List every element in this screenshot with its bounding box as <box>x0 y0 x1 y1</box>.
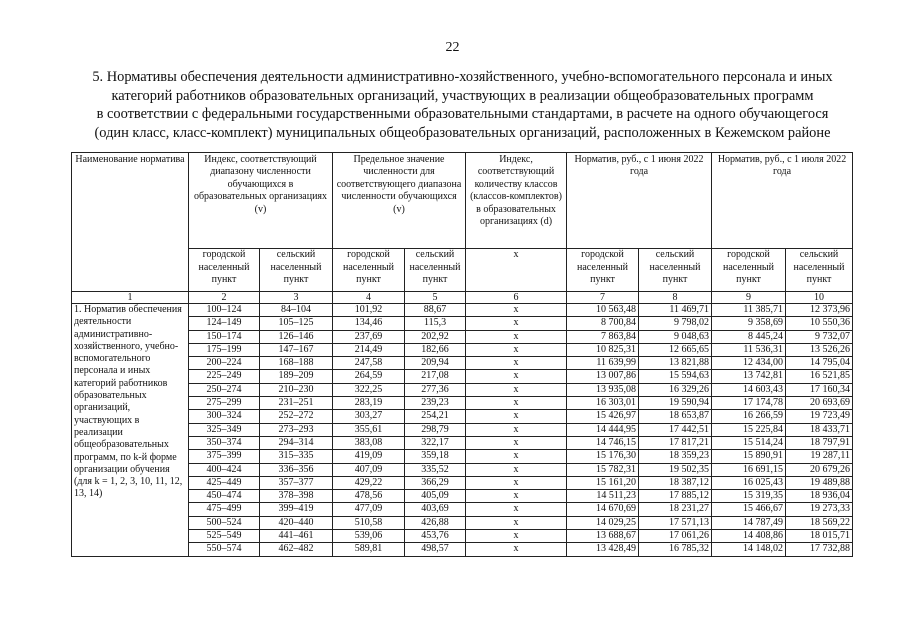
table-row <box>72 410 853 423</box>
table-cell: 175–199 <box>189 343 260 356</box>
table-cell: 11 639,99 <box>567 357 639 370</box>
table-cell: 403,69 <box>405 503 466 516</box>
heading-line: 5. Нормативы обеспечения деятельности административно-хозяйственного, учебно-вспомогательного персонала и иных <box>92 69 833 85</box>
page-number: 22 <box>445 40 460 55</box>
table-cell: 539,06 <box>333 530 405 543</box>
table-row <box>72 317 853 330</box>
table-cell: 17 817,21 <box>639 436 712 449</box>
table-cell: x <box>466 343 567 356</box>
table-cell: 399–419 <box>260 503 333 516</box>
table-row <box>72 370 853 383</box>
subheader-rural: сельский населенный пункт <box>639 249 712 292</box>
table-cell: 14 148,02 <box>712 543 786 556</box>
column-number: 10 <box>786 292 853 304</box>
table-cell: 405,09 <box>405 490 466 503</box>
table-cell: 231–251 <box>260 397 333 410</box>
table-cell: 17 571,13 <box>639 516 712 529</box>
table-cell: 214,49 <box>333 343 405 356</box>
table-cell: 19 723,49 <box>786 410 853 423</box>
table-row <box>72 530 853 543</box>
table-cell: 355,61 <box>333 423 405 436</box>
table-cell: 17 174,78 <box>712 397 786 410</box>
table-cell: 11 469,71 <box>639 304 712 317</box>
table-cell: 147–167 <box>260 343 333 356</box>
table-cell: x <box>466 370 567 383</box>
table-cell: 101,92 <box>333 304 405 317</box>
table-cell: 13 688,67 <box>567 530 639 543</box>
table-cell: 15 466,67 <box>712 503 786 516</box>
table-cell: 300–324 <box>189 410 260 423</box>
table-row <box>72 436 853 449</box>
table-cell: 11 385,71 <box>712 304 786 317</box>
table-cell: 500–524 <box>189 516 260 529</box>
table-cell: 441–461 <box>260 530 333 543</box>
table-cell: 378–398 <box>260 490 333 503</box>
table-cell: 375–399 <box>189 450 260 463</box>
table-cell: 10 550,36 <box>786 317 853 330</box>
table-cell: 335,52 <box>405 463 466 476</box>
table-cell: 17 885,12 <box>639 490 712 503</box>
header-index-classes: Индекс, соответствующий количеству классов (классов-комплектов) в образовательных организациях (d) <box>466 153 567 249</box>
table-cell: 10 563,48 <box>567 304 639 317</box>
table-row <box>72 516 853 529</box>
table-cell: 322,25 <box>333 383 405 396</box>
table-cell: 225–249 <box>189 370 260 383</box>
table-cell: 182,66 <box>405 343 466 356</box>
table-cell: 19 489,88 <box>786 476 853 489</box>
table-cell: 322,17 <box>405 436 466 449</box>
table-cell: 11 536,31 <box>712 343 786 356</box>
table-cell: 525–549 <box>189 530 260 543</box>
column-number: 3 <box>260 292 333 304</box>
table-cell: 283,19 <box>333 397 405 410</box>
table-cell: 13 821,88 <box>639 357 712 370</box>
table-row <box>72 476 853 489</box>
table-cell: 14 746,15 <box>567 436 639 449</box>
table-cell: 19 273,33 <box>786 503 853 516</box>
table-cell: 189–209 <box>260 370 333 383</box>
table-cell: 17 732,88 <box>786 543 853 556</box>
table-row <box>72 357 853 370</box>
table-row <box>72 490 853 503</box>
table-cell: 16 785,32 <box>639 543 712 556</box>
table-cell: 168–188 <box>260 357 333 370</box>
table-cell: 294–314 <box>260 436 333 449</box>
table-cell: x <box>466 463 567 476</box>
subheader-rural: сельский населенный пункт <box>405 249 466 292</box>
table-cell: 126–146 <box>260 330 333 343</box>
table-cell: x <box>466 330 567 343</box>
table-cell: x <box>466 530 567 543</box>
table-cell: 18 797,91 <box>786 436 853 449</box>
table-cell: 450–474 <box>189 490 260 503</box>
table-cell: 426,88 <box>405 516 466 529</box>
subheader-urban: городской населенный пункт <box>333 249 405 292</box>
table-cell: x <box>466 304 567 317</box>
table-cell: 19 287,11 <box>786 450 853 463</box>
table-cell: 17 160,34 <box>786 383 853 396</box>
table-cell: 15 176,30 <box>567 450 639 463</box>
heading-line: категорий работников образовательных организаций, участвующих в реализации общеобразовательных программ <box>111 87 814 104</box>
subheader-rural: сельский населенный пункт <box>786 249 853 292</box>
column-number: 7 <box>567 292 639 304</box>
header-name: Наименование норматива <box>72 153 189 292</box>
table-cell: 16 691,15 <box>712 463 786 476</box>
subheader-urban: городской населенный пункт <box>189 249 260 292</box>
table-cell: 510,58 <box>333 516 405 529</box>
norms-table <box>71 152 853 557</box>
table-cell: 209,94 <box>405 357 466 370</box>
header-norm-july: Норматив, руб., с 1 июля 2022 года <box>712 153 853 249</box>
table-cell: 84–104 <box>260 304 333 317</box>
table-cell: 18 359,23 <box>639 450 712 463</box>
table-cell: 12 665,65 <box>639 343 712 356</box>
table-cell: 9 358,69 <box>712 317 786 330</box>
table-cell: 100–124 <box>189 304 260 317</box>
table-cell: 425–449 <box>189 476 260 489</box>
table-cell: 8 700,84 <box>567 317 639 330</box>
table-cell: 150–174 <box>189 330 260 343</box>
table-cell: 18 387,12 <box>639 476 712 489</box>
table-cell: 247,58 <box>333 357 405 370</box>
table-cell: 383,08 <box>333 436 405 449</box>
table-cell: 453,76 <box>405 530 466 543</box>
table-cell: 15 782,31 <box>567 463 639 476</box>
table-cell: 15 319,35 <box>712 490 786 503</box>
row-label: 1. Норматив обеспечения деятельности административно-хозяйственного, учебно-вспомогательного персонала и иных категорий работников образовательных организаций, участвующих в реализации общеобразовательных программ, по k-й форме организации обучения (для k = 1, 2, 3, 10, 11, 12, 13, 14) <box>72 304 189 557</box>
table-body <box>72 304 853 557</box>
table-cell: 13 935,08 <box>567 383 639 396</box>
table-cell: 9 048,63 <box>639 330 712 343</box>
table-cell: 14 511,23 <box>567 490 639 503</box>
table-cell: x <box>466 423 567 436</box>
table-cell: x <box>466 357 567 370</box>
heading-line: в соответствии с федеральными государственными образовательными стандартами, в расчете на одного обучающегося <box>96 106 829 123</box>
table-cell: 210–230 <box>260 383 333 396</box>
table-cell: 239,23 <box>405 397 466 410</box>
table-cell: 16 025,43 <box>712 476 786 489</box>
table-cell: 429,22 <box>333 476 405 489</box>
table-cell: 13 007,86 <box>567 370 639 383</box>
table-cell: 419,09 <box>333 450 405 463</box>
table-row <box>72 423 853 436</box>
table-cell: 420–440 <box>260 516 333 529</box>
table-row <box>72 503 853 516</box>
subheader-urban: городской населенный пункт <box>712 249 786 292</box>
table-cell: 8 445,24 <box>712 330 786 343</box>
table-cell: 19 590,94 <box>639 397 712 410</box>
table-cell: x <box>466 397 567 410</box>
table-cell: 250–274 <box>189 383 260 396</box>
table-cell: 303,27 <box>333 410 405 423</box>
subheader-rural: сельский населенный пункт <box>260 249 333 292</box>
table-row <box>72 543 853 556</box>
table-cell: 12 373,96 <box>786 304 853 317</box>
column-number: 2 <box>189 292 260 304</box>
table-row <box>72 304 853 317</box>
table-cell: 200–224 <box>189 357 260 370</box>
table-cell: 15 594,63 <box>639 370 712 383</box>
table-cell: 15 890,91 <box>712 450 786 463</box>
subheader-x: x <box>466 249 567 292</box>
table-cell: x <box>466 383 567 396</box>
table-cell: 16 521,85 <box>786 370 853 383</box>
table-cell: x <box>466 543 567 556</box>
table-cell: 254,21 <box>405 410 466 423</box>
table-cell: 88,67 <box>405 304 466 317</box>
table-cell: x <box>466 503 567 516</box>
table-cell: 366,29 <box>405 476 466 489</box>
table-cell: 13 428,49 <box>567 543 639 556</box>
table-cell: 15 161,20 <box>567 476 639 489</box>
column-number: 9 <box>712 292 786 304</box>
table-cell: 400–424 <box>189 463 260 476</box>
table-cell: 14 603,43 <box>712 383 786 396</box>
table-cell: 14 787,49 <box>712 516 786 529</box>
table-row <box>72 463 853 476</box>
table-cell: 115,3 <box>405 317 466 330</box>
table-cell: 15 426,97 <box>567 410 639 423</box>
table-cell: 15 225,84 <box>712 423 786 436</box>
subheader-urban: городской населенный пункт <box>567 249 639 292</box>
table-cell: x <box>466 490 567 503</box>
table-cell: 18 569,22 <box>786 516 853 529</box>
table-cell: 10 825,31 <box>567 343 639 356</box>
table-cell: 589,81 <box>333 543 405 556</box>
column-number: 5 <box>405 292 466 304</box>
table-cell: x <box>466 476 567 489</box>
header-index-range: Индекс, соответствующий диапазону численности обучающихся в образовательных организациях (v) <box>189 153 333 249</box>
table-cell: 9 732,07 <box>786 330 853 343</box>
table-cell: 13 742,81 <box>712 370 786 383</box>
table-cell: 105–125 <box>260 317 333 330</box>
table-cell: x <box>466 410 567 423</box>
table-cell: 7 863,84 <box>567 330 639 343</box>
column-number: 8 <box>639 292 712 304</box>
table-cell: 14 670,69 <box>567 503 639 516</box>
table-cell: x <box>466 436 567 449</box>
table-cell: 18 653,87 <box>639 410 712 423</box>
table-cell: 350–374 <box>189 436 260 449</box>
table-cell: 14 444,95 <box>567 423 639 436</box>
table-cell: 18 936,04 <box>786 490 853 503</box>
table-cell: 20 693,69 <box>786 397 853 410</box>
column-number: 4 <box>333 292 405 304</box>
table-cell: 477,09 <box>333 503 405 516</box>
table-cell: x <box>466 317 567 330</box>
table-cell: 18 015,71 <box>786 530 853 543</box>
table-cell: 20 679,26 <box>786 463 853 476</box>
table-cell: 277,36 <box>405 383 466 396</box>
table-cell: 407,09 <box>333 463 405 476</box>
table-cell: 17 442,51 <box>639 423 712 436</box>
table-cell: 18 231,27 <box>639 503 712 516</box>
table-cell: 336–356 <box>260 463 333 476</box>
table-cell: 124–149 <box>189 317 260 330</box>
table-row <box>72 343 853 356</box>
table-cell: x <box>466 450 567 463</box>
header-limit-value: Предельное значение численности для соответствующего диапазона численности обучающихся (v) <box>333 153 466 249</box>
table-cell: 273–293 <box>260 423 333 436</box>
table-cell: 202,92 <box>405 330 466 343</box>
table-cell: 14 408,86 <box>712 530 786 543</box>
column-number: 1 <box>72 292 189 304</box>
table-cell: 498,57 <box>405 543 466 556</box>
table-cell: 16 329,26 <box>639 383 712 396</box>
table-cell: 134,46 <box>333 317 405 330</box>
table-cell: 18 433,71 <box>786 423 853 436</box>
table-row <box>72 397 853 410</box>
table-cell: 550–574 <box>189 543 260 556</box>
table-row <box>72 450 853 463</box>
table-cell: 462–482 <box>260 543 333 556</box>
table-cell: 315–335 <box>260 450 333 463</box>
table-cell: 13 526,26 <box>786 343 853 356</box>
table-row <box>72 330 853 343</box>
table-cell: 264,59 <box>333 370 405 383</box>
table-cell: 12 434,00 <box>712 357 786 370</box>
table-cell: 15 514,24 <box>712 436 786 449</box>
table-cell: 252–272 <box>260 410 333 423</box>
table-row <box>72 383 853 396</box>
table-cell: 9 798,02 <box>639 317 712 330</box>
table-cell: 475–499 <box>189 503 260 516</box>
column-number: 6 <box>466 292 567 304</box>
table-cell: 19 502,35 <box>639 463 712 476</box>
table-cell: 478,56 <box>333 490 405 503</box>
table-cell: 359,18 <box>405 450 466 463</box>
table-cell: 14 029,25 <box>567 516 639 529</box>
table-cell: x <box>466 516 567 529</box>
header-norm-june: Норматив, руб., с 1 июня 2022 года <box>567 153 712 249</box>
table-cell: 217,08 <box>405 370 466 383</box>
table-cell: 17 061,26 <box>639 530 712 543</box>
table-cell: 16 266,59 <box>712 410 786 423</box>
table-cell: 16 303,01 <box>567 397 639 410</box>
section-heading <box>40 68 885 142</box>
table-cell: 237,69 <box>333 330 405 343</box>
heading-line: (один класс, класс-комплект) муниципальных общеобразовательных организаций, расположенных в Кежемском районе <box>94 124 831 141</box>
table-cell: 14 795,04 <box>786 357 853 370</box>
table-cell: 275–299 <box>189 397 260 410</box>
table-cell: 325–349 <box>189 423 260 436</box>
table-cell: 298,79 <box>405 423 466 436</box>
table-cell: 357–377 <box>260 476 333 489</box>
